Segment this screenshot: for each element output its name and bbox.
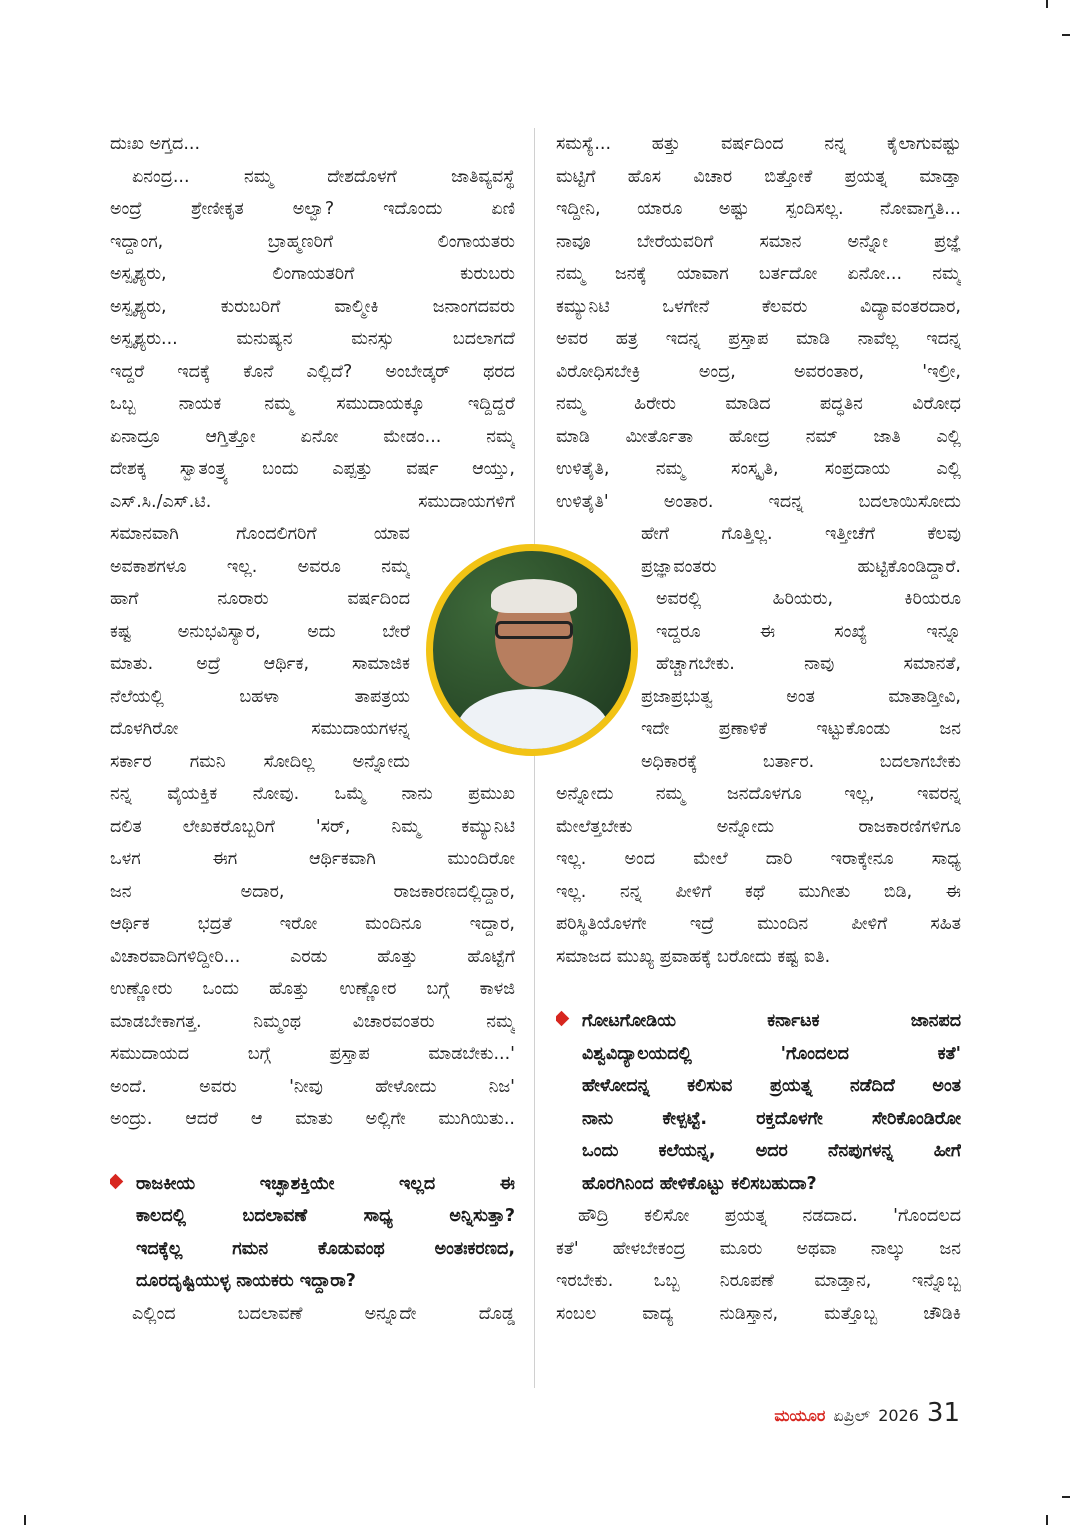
text-line: ಮಾಡಿ ಮೀರ್ತೊತಾ ಹೋದ್ರ ನಮ್ ಜಾತಿ ಎಲ್ಲಿ: [556, 426, 961, 447]
text-line: ಸಮಾಜದ ಮುಖ್ಯ ಪ್ರವಾಹಕ್ಕೆ ಬರೋದು ಕಷ್ಟ ಐತಿ.: [556, 946, 831, 967]
text-line: ಅಂದ್ರೆ ಶ್ರೇಣೀಕೃತ ಅಲ್ವಾ? ಇದೊಂದು ಏಣಿ: [110, 199, 515, 219]
text-line: ಉಳಿತೈತಿ' ಅಂತಾರ. ಇದನ್ನ ಬದಲಾಯಿಸೋದು: [556, 491, 961, 512]
text-line: ಸಮಸ್ಯೆ... ಹತ್ತು ವರ್ಷದಿಂದ ನನ್ನ ಕೈಲಾಗುವಷ್ಟು: [556, 134, 961, 154]
interview-answer-2: [556, 1200, 961, 1330]
text-line: ಕತೆ' ಹೇಳಬೇಕಂದ್ರ ಮೂರು ಅಥವಾ ನಾಲ್ಕು ಜನ: [556, 1238, 961, 1259]
text-line: ಅಸ್ಪೃಶ್ಯರು, ಲಿಂಗಾಯತರಿಗೆ ಕುರುಬರು: [110, 264, 515, 284]
text-line: ನಾವೂ ಬೇರೆಯವರಿಗೆ ಸಮಾನ ಅನ್ನೋ ಪ್ರಜ್ಞೆ: [556, 231, 961, 252]
text-line: ನಮ್ಮ ಹಿರೇರು ಮಾಡಿದ ಪದ್ಧತಿನ ವಿರೋಧ: [556, 394, 961, 414]
text-line: ಹಾಗೆ ನೂರಾರು ವರ್ಷದಿಂದ: [110, 589, 410, 609]
left-column: [110, 128, 515, 1330]
text-line: ಅವರಲ್ಲಿ ಹಿರಿಯರು, ಕಿರಿಯರೂ: [656, 589, 961, 609]
text-line: ಕಮ್ಯುನಿಟಿ ಒಳಗೇನೆ ಕೆಲವರು ವಿದ್ಯಾವಂತರದಾರ,: [556, 296, 961, 317]
diamond-bullet-icon: [110, 1173, 123, 1189]
text-line: ಇದ್ದರೆ ಇದಕ್ಕೆ ಕೊನೆ ಎಲ್ಲಿದೆ? ಅಂಬೇಡ್ಕರ್ ಥರದ: [110, 361, 515, 382]
text-line: ದೇಶಕ್ಕ ಸ್ವಾತಂತ್ರ್ಯ ಬಂದು ಎಪ್ಪತ್ತು ವರ್ಷ ಆಯ್ತು,: [110, 459, 515, 479]
text-line: ದುಃಖ ಅಗ್ತದ...: [110, 134, 201, 154]
question-text: ಹೊರಗಿನಿಂದ ಹೇಳಿಕೊಟ್ಟು ಕಲಿಸಬಹುದಾ?: [582, 1173, 817, 1194]
portrait-glasses: [495, 621, 573, 639]
magazine-brand: ಮಯೂರ: [774, 1406, 826, 1425]
text-line: ಇಲ್ಲ. ನನ್ನ ಪೀಳಿಗೆ ಕಥೆ ಮುಗೀತು ಬಿಡಿ, ಈ: [556, 881, 961, 902]
question-line: [556, 1038, 961, 1071]
question-text: ಗೋಟಗೋಡಿಯ ಕರ್ನಾಟಕ ಜಾನಪದ: [582, 1011, 961, 1031]
text-line: ಹೇಗೆ ಗೊತ್ತಿಲ್ಲ. ಇತ್ತೀಚೆಗೆ ಕೆಲವು: [641, 524, 961, 544]
text-line: ಒಳಗ ಈಗ ಆರ್ಥಿಕವಾಗಿ ಮುಂದಿರೋ: [110, 849, 515, 869]
text-line: ವಿರೋಧಿಸಬೇಕ್ರಿ ಅಂದ್ರ, ಅವರಂತಾರ, 'ಇಲ್ರೀ,: [556, 361, 961, 382]
column-divider: [534, 128, 535, 1388]
diamond-bullet-icon: [556, 1011, 569, 1027]
text-line: ದೊಳಗಿರೋ ಸಮುದಾಯಗಳನ್ನ: [110, 719, 410, 739]
question-line: [110, 1200, 515, 1233]
portrait-shirt: [457, 689, 609, 756]
text-line: ಅವಕಾಶಗಳೂ ಇಲ್ಲ. ಅವರೂ ನಮ್ಮ: [110, 556, 410, 577]
text-line: ಉಳಿತೈತಿ, ನಮ್ಮ ಸಂಸ್ಕೃತಿ, ಸಂಪ್ರದಾಯ ಎಲ್ಲಿ: [556, 459, 961, 479]
section-gap: [110, 1136, 515, 1168]
text-line: ಪ್ರಜಾಪ್ರಭುತ್ವ ಅಂತ ಮಾತಾಡ್ತೀವಿ,: [641, 686, 961, 707]
text-line: ಮಾತು. ಅದ್ರೆ ಆರ್ಥಿಕ, ಸಾಮಾಜಿಕ: [110, 654, 410, 674]
author-portrait: [426, 544, 638, 756]
question-text: ಇದಕ್ಕೆಲ್ಲ ಗಮನ ಕೊಡುವಂಥ ಅಂತಃಕರಣದ,: [136, 1238, 515, 1259]
text-line: ಅಂದ್ರು. ಆದರೆ ಆ ಮಾತು ಅಲ್ಲಿಗೇ ಮುಗಿಯಿತು..: [110, 1109, 515, 1129]
question-text: ದೂರದೃಷ್ಟಿಯುಳ್ಳ ನಾಯಕರು ಇದ್ದಾರಾ?: [136, 1271, 356, 1291]
crop-mark-bottom-right: [1062, 1496, 1070, 1498]
page-number: 31: [926, 1398, 960, 1428]
question-text: ನಾನು ಕೇಳ್ಪಟ್ಟೆ. ರಕ್ತದೊಳಗೇ ಸೇರಿಕೊಂಡಿರೋ: [582, 1108, 961, 1129]
text-line: ಏನಾದ್ರೂ ಆಗ್ತಿತ್ತೋ ಏನೋ ಮೇಡಂ... ನಮ್ಮ: [110, 426, 515, 447]
text-line: ಅಸ್ಪೃಶ್ಯರು, ಕುರುಬರಿಗೆ ವಾಲ್ಮೀಕಿ ಜನಾಂಗದವರು: [110, 296, 515, 317]
question-line: [556, 1005, 961, 1038]
question-line: [110, 1168, 515, 1201]
interview-question-1: [110, 1168, 515, 1298]
text-line: ನೆಲೆಯಲ್ಲಿ ಬಹಳಾ ತಾಪತ್ರಯ: [110, 686, 410, 707]
text-line: ಅಧಿಕಾರಕ್ಕೆ ಬರ್ತಾರ. ಬದಲಾಗಬೇಕು: [641, 751, 961, 772]
crop-mark-right: [1062, 34, 1070, 36]
text-line: ಅವರ ಹತ್ರ ಇದನ್ನ ಪ್ರಸ್ತಾಪ ಮಾಡಿ ನಾವೆಲ್ಲ ಇದನ್ನ: [556, 329, 961, 349]
question-line: [556, 1168, 961, 1201]
text-line: ಸಂಬಲ ವಾದ್ಯ ನುಡಿಸ್ತಾನ, ಮತ್ತೊಬ್ಬ ಚೌಡಿಕಿ: [556, 1303, 961, 1324]
text-line: ಜನ ಅದಾರ, ರಾಜಕಾರಣದಲ್ಲಿದ್ದಾರ,: [110, 881, 515, 902]
text-line: ಉಣ್ಣೋರು ಒಂದು ಹೊತ್ತು ಉಣ್ಣೋರ ಬಗ್ಗೆ ಕಾಳಜಿ: [110, 979, 515, 999]
crop-mark-top-right: [1046, 0, 1048, 8]
text-line: ಪ್ರಜ್ಞಾವಂತರು ಹುಟ್ಟಿಕೊಂಡಿದ್ದಾರೆ.: [641, 556, 961, 577]
crop-mark-bottom-left: [24, 1515, 26, 1525]
right-body-text: [556, 128, 961, 973]
text-line: ಸಮುದಾಯದ ಬಗ್ಗೆ ಪ್ರಸ್ತಾಪ ಮಾಡಬೇಕು...': [110, 1044, 515, 1064]
question-text: ಕಾಲದಲ್ಲಿ ಬದಲಾವಣೆ ಸಾಧ್ಯ ಅನ್ನಿಸುತ್ತಾ?: [136, 1206, 515, 1226]
text-line: ಏನಂದ್ರ... ನಮ್ಮ ದೇಶದೊಳಗೆ ಜಾತಿವ್ಯವಸ್ಥೆ: [132, 166, 515, 187]
question-line: [556, 1135, 961, 1168]
question-text: ರಾಜಕೀಯ ಇಚ್ಛಾಶಕ್ತಿಯೇ ಇಲ್ಲದ ಈ: [136, 1173, 515, 1194]
section-gap: [556, 973, 961, 1005]
text-line: ಮಾಡಬೇಕಾಗತ್ತ. ನಿಮ್ಮಂಥ ವಿಚಾರವಂತರು ನಮ್ಮ: [110, 1011, 515, 1032]
question-text: ಹೇಳೋದನ್ನ ಕಲಿಸುವ ಪ್ರಯತ್ನ ನಡೆದಿದೆ ಅಂತ: [582, 1076, 961, 1096]
text-line: ಪರಿಸ್ಥಿತಿಯೊಳಗೇ ಇದ್ರೆ ಮುಂದಿನ ಪೀಳಿಗೆ ಸಹಿತ: [556, 914, 961, 934]
text-line: ನನ್ನ ವೈಯಕ್ತಿಕ ನೋವು. ಒಮ್ಮೆ ನಾನು ಪ್ರಮುಖ: [110, 784, 515, 804]
text-line: ಮಟ್ಟಿಗೆ ಹೊಸ ವಿಚಾರ ಬಿತ್ತೋಕೆ ಪ್ರಯತ್ನ ಮಾಡ್ತಾ: [556, 166, 961, 187]
crop-mark-bottom-right-vert: [1046, 1515, 1048, 1525]
text-line: ಇರಬೇಕು. ಒಬ್ಬ ನಿರೂಪಣೆ ಮಾಡ್ತಾನ, ಇನ್ನೊಬ್ಬ: [556, 1271, 961, 1291]
text-line: ಕಷ್ಟ ಅನುಭವಿಸ್ಯಾರ, ಅದು ಬೇರೆ: [110, 621, 410, 642]
text-line: ಆರ್ಥಿಕ ಭದ್ರತೆ ಇರೋ ಮಂದಿನೂ ಇದ್ದಾರ,: [110, 914, 515, 934]
text-line: ಅಸ್ಪೃಶ್ಯರು... ಮನುಷ್ಯನ ಮನಸ್ಸು ಬದಲಾಗದೆ: [110, 329, 515, 349]
question-line: [110, 1233, 515, 1266]
text-line: ಅನ್ನೋದು ನಮ್ಮ ಜನದೊಳಗೂ ಇಲ್ಲ, ಇವರನ್ನ: [556, 784, 961, 804]
text-line: ನಮ್ಮ ಜನಕ್ಕೆ ಯಾವಾಗ ಬರ್ತದೋ ಏನೋ... ನಮ್ಮ: [556, 264, 961, 284]
question-text: ಒಂದು ಕಲೆಯನ್ನ, ಅದರ ನೆನಪುಗಳನ್ನ ಹೀಗೆ: [582, 1141, 961, 1161]
text-line: ಹೆಚ್ಚಾಗಬೇಕು. ನಾವು ಸಮಾನತೆ,: [656, 654, 961, 674]
issue-year: 2026: [878, 1406, 919, 1425]
text-line: ಇದ್ದಾಂಗ, ಬ್ರಾಹ್ಮಣರಿಗೆ ಲಿಂಗಾಯತರು: [110, 231, 515, 252]
portrait-hair: [491, 579, 577, 613]
text-line: ಮೇಲೆತ್ತಬೇಕು ಅನ್ನೋದು ರಾಜಕಾರಣಿಗಳಿಗೂ: [556, 816, 961, 837]
interview-question-2: [556, 1005, 961, 1200]
text-line: ಎಸ್.ಸಿ./ಎಸ್.ಟಿ. ಸಮುದಾಯಗಳಿಗೆ: [110, 491, 515, 512]
text-line: ಹೌದ್ರಿ ಕಲಿಸೋ ಪ್ರಯತ್ನ ನಡದಾದ. 'ಗೊಂದಲದ: [578, 1206, 961, 1226]
page-footer: [700, 1398, 960, 1428]
question-line: [556, 1070, 961, 1103]
text-line: ಇದ್ದರೂ ಈ ಸಂಖ್ಯೆ ಇನ್ನೂ: [656, 621, 961, 642]
issue-month: ಏಪ್ರಿಲ್: [833, 1406, 871, 1425]
text-line: ವಿಚಾರವಾದಿಗಳಿದ್ದೀರಿ... ಎರಡು ಹೊತ್ತು ಹೊಟ್ಟೆಗೆ: [110, 946, 515, 967]
text-line: ಇದ್ದೀನಿ, ಯಾರೂ ಅಷ್ಟು ಸ್ಪಂದಿಸಲ್ಲ. ನೋವಾಗ್ತತಿ...: [556, 199, 961, 219]
text-line: ಅಂದೆ. ಅವರು 'ನೀವು ಹೇಳೋದು ನಿಜ': [110, 1076, 515, 1097]
text-line: ದಲಿತ ಲೇಖಕರೊಬ್ಬರಿಗೆ 'ಸರ್, ನಿಮ್ಮ ಕಮ್ಯುನಿಟಿ: [110, 816, 515, 837]
text-line: ಸಮಾನವಾಗಿ ಗೊಂದಲಿಗರಿಗೆ ಯಾವ: [110, 524, 410, 544]
interview-answer-1: [110, 1298, 515, 1331]
question-text: ವಿಶ್ವವಿದ್ಯಾಲಯದಲ್ಲಿ 'ಗೊಂದಲದ ಕತೆ': [582, 1043, 961, 1064]
right-column: [556, 128, 961, 1330]
text-line: ಇಲ್ಲ. ಅಂದ ಮೇಲೆ ದಾರಿ ಇರಾಕ್ಕೇನೂ ಸಾಧ್ಯ: [556, 849, 961, 869]
text-line: ಇದೇ ಪ್ರಣಾಳಿಕೆ ಇಟ್ಟುಕೊಂಡು ಜನ: [641, 719, 961, 739]
text-line: ಒಬ್ಬ ನಾಯಕ ನಮ್ಮ ಸಮುದಾಯಕ್ಕೂ ಇದ್ದಿದ್ದರೆ: [110, 394, 515, 414]
text-line: ಸರ್ಕಾರ ಗಮನಿ ಸೋದಿಲ್ಲ ಅನ್ನೋದು: [110, 751, 410, 772]
text-line: ಎಲ್ಲಿಂದ ಬದಲಾವಣೆ ಅನ್ನೂದೇ ದೊಡ್ಡ: [132, 1303, 515, 1324]
question-line: [110, 1265, 515, 1298]
question-line: [556, 1103, 961, 1136]
